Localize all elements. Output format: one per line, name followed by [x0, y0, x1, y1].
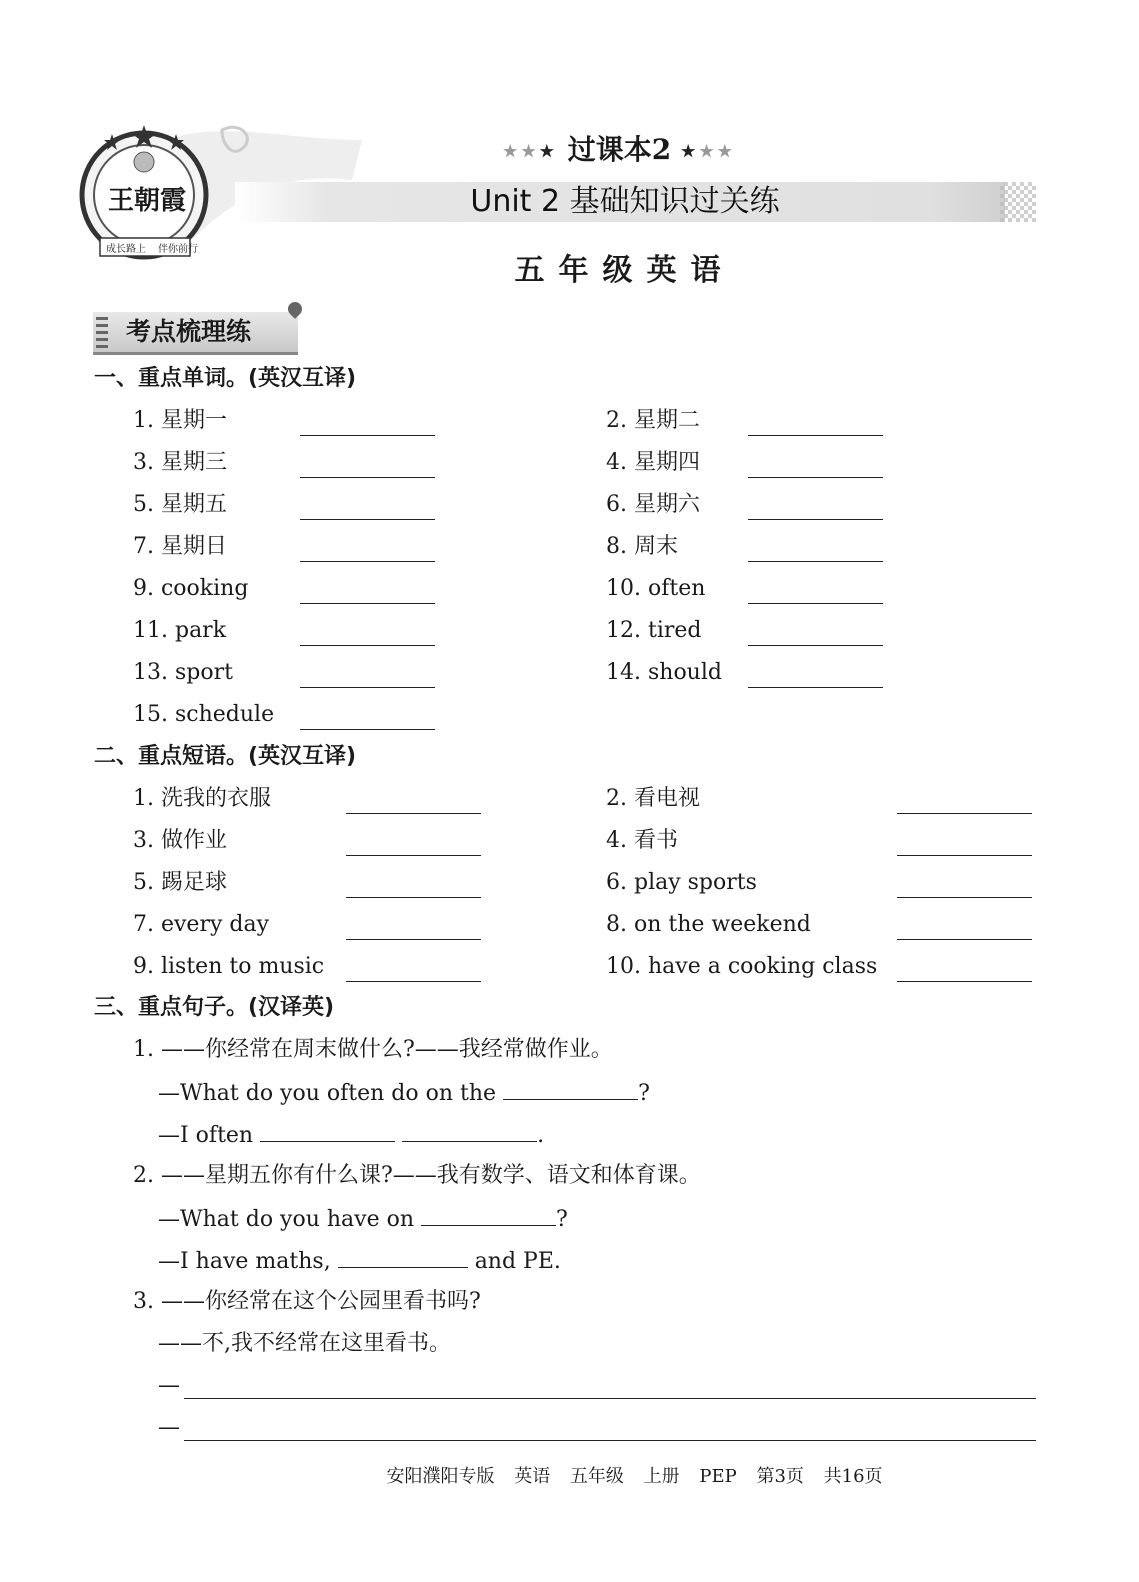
sentence-prompt: ——不,我不经常在这里看书。 — [158, 1331, 451, 1356]
logo-slogan-right: 伴你前行 — [158, 244, 198, 255]
answer-blank[interactable] — [748, 561, 883, 562]
answer-blank[interactable] — [897, 855, 1032, 856]
word-item: 11. park — [133, 618, 227, 643]
word-item: 14. should — [606, 660, 722, 685]
answer-blank[interactable] — [300, 435, 435, 436]
answer-blank[interactable] — [260, 1119, 395, 1142]
phrase-item: 7. every day — [133, 912, 270, 937]
answer-blank[interactable] — [300, 477, 435, 478]
answer-blank[interactable] — [897, 813, 1032, 814]
sentence-text: ? — [638, 1081, 650, 1106]
answer-blank[interactable] — [748, 687, 883, 688]
answer-dash: — — [158, 1415, 180, 1440]
answer-blank[interactable] — [346, 981, 481, 982]
answer-blank[interactable] — [748, 477, 883, 478]
unit-title: Unit 2 基础知识过关练 — [470, 184, 780, 219]
word-item: 4. 星期四 — [606, 450, 700, 475]
phrase-item: 5. 踢足球 — [133, 870, 227, 895]
answer-blank[interactable] — [346, 813, 481, 814]
section-tag-label: 考点梳理练 — [126, 317, 252, 346]
sentence-line — [158, 1203, 568, 1235]
answer-line[interactable] — [184, 1398, 1036, 1399]
answer-blank[interactable] — [300, 519, 435, 520]
sentence-prompt: 1. ——你经常在周末做什么?——我经常做作业。 — [133, 1037, 613, 1062]
sentence-line — [158, 1077, 650, 1109]
phrase-item: 8. on the weekend — [606, 912, 811, 937]
word-item: 15. schedule — [133, 702, 275, 727]
word-item: 13. sport — [133, 660, 233, 685]
sentence-text: —What do you often do on the — [158, 1081, 497, 1106]
answer-blank[interactable] — [300, 561, 435, 562]
answer-blank[interactable] — [338, 1245, 468, 1268]
answer-line[interactable] — [184, 1440, 1036, 1441]
sentence-text: and PE. — [474, 1249, 561, 1274]
answer-blank[interactable] — [300, 687, 435, 688]
word-item: 6. 星期六 — [606, 492, 700, 517]
sentence-text: —I have maths, — [158, 1249, 331, 1274]
logo-text: 王朝霞 — [108, 186, 187, 216]
phrase-item: 6. play sports — [606, 870, 757, 895]
answer-blank[interactable] — [300, 603, 435, 604]
word-item: 9. cooking — [133, 576, 249, 601]
answer-blank[interactable] — [748, 645, 883, 646]
sentence-line — [158, 1245, 561, 1277]
answer-blank[interactable] — [897, 897, 1032, 898]
part3-heading: 三、重点句子。(汉译英) — [94, 995, 335, 1020]
part2-heading: 二、重点短语。(英汉互译) — [94, 744, 357, 769]
phrase-item: 9. listen to music — [133, 954, 325, 979]
sentence-text: . — [537, 1123, 545, 1148]
word-item: 8. 周末 — [606, 534, 678, 559]
star-right-icon: ★ — [680, 141, 700, 161]
word-item: 3. 星期三 — [133, 450, 227, 475]
checker-pattern — [1000, 182, 1036, 222]
word-item: 1. 星期一 — [133, 408, 227, 433]
phrase-item: 10. have a cooking class — [606, 954, 878, 979]
stars-right-icon: ★★ — [699, 141, 737, 161]
word-item: 5. 星期五 — [133, 492, 227, 517]
answer-blank[interactable] — [402, 1119, 537, 1142]
series-title-row — [0, 130, 1139, 170]
tag-stripes — [96, 317, 108, 349]
answer-blank[interactable] — [300, 729, 435, 730]
word-item: 7. 星期日 — [133, 534, 227, 559]
answer-blank[interactable] — [503, 1077, 638, 1100]
phrase-item: 4. 看书 — [606, 828, 678, 853]
answer-blank[interactable] — [748, 603, 883, 604]
sentence-line — [158, 1119, 544, 1151]
sentence-text: ? — [556, 1207, 568, 1232]
answer-blank[interactable] — [346, 939, 481, 940]
series-title: 过课本2 — [567, 133, 672, 166]
answer-blank[interactable] — [748, 435, 883, 436]
sentence-text: —I often — [158, 1123, 254, 1148]
sentence-text: —What do you have on — [158, 1207, 415, 1232]
word-item: 2. 星期二 — [606, 408, 700, 433]
part1-heading: 一、重点单词。(英汉互译) — [94, 366, 357, 391]
page-subtitle: 五年级英语 — [514, 253, 735, 288]
answer-blank[interactable] — [300, 645, 435, 646]
phrase-item: 1. 洗我的衣服 — [133, 786, 271, 811]
word-item: 10. often — [606, 576, 706, 601]
logo-slogan-left: 成长路上 — [106, 244, 146, 255]
answer-blank[interactable] — [897, 981, 1032, 982]
answer-blank[interactable] — [421, 1203, 556, 1226]
stars-left-icon: ★★ — [502, 141, 540, 161]
page-footer: 安阳濮阳专版 英语 五年级 上册 PEP 第3页 共16页 — [386, 1466, 883, 1487]
sentence-prompt: 2. ——星期五你有什么课?——我有数学、语文和体育课。 — [133, 1163, 701, 1188]
word-item: 12. tired — [606, 618, 702, 643]
answer-blank[interactable] — [346, 855, 481, 856]
star-left-icon: ★ — [539, 141, 558, 161]
phrase-item: 2. 看电视 — [606, 786, 700, 811]
answer-blank[interactable] — [897, 939, 1032, 940]
answer-dash: — — [158, 1373, 180, 1398]
answer-blank[interactable] — [346, 897, 481, 898]
phrase-item: 3. 做作业 — [133, 828, 227, 853]
answer-blank[interactable] — [748, 519, 883, 520]
sentence-prompt: 3. ——你经常在这个公园里看书吗? — [133, 1289, 481, 1314]
